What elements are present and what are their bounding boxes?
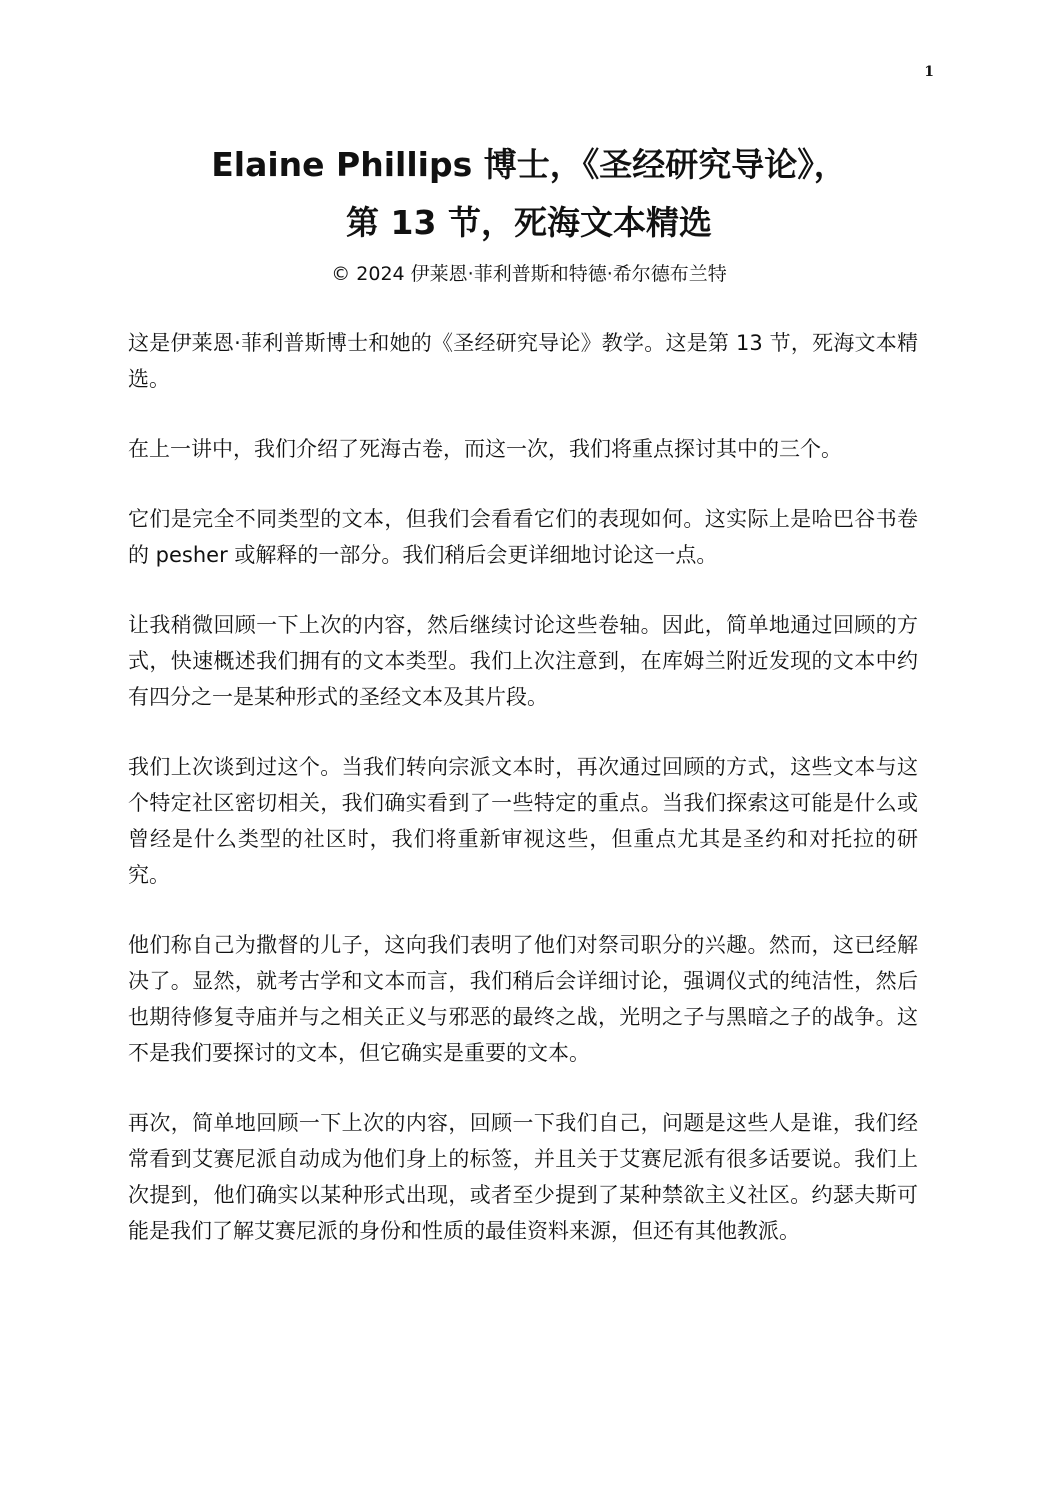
paragraph-6: 他们称自己为撒督的儿子，这向我们表明了他们对祭司职分的兴趣。然而，这已经解决了。显然，就考古学和文本而言，我们稍后会详细讨论，强调仪式的纯洁性，然后也期待修复寺庙并与之相关正义与邪恶的最终之战，光明之子与黑暗之子的战争。这不是我们要探讨的文本，但它确实是重要的文本。 xyxy=(128,933,918,1065)
paragraph-1: 这是伊莱恩·菲利普斯博士和她的《圣经研究导论》教学。这是第 13 节，死海文本精选。 xyxy=(128,331,918,391)
paragraph-4: 让我稍微回顾一下上次的内容，然后继续讨论这些卷轴。因此，简单地通过回顾的方式，快速概述我们拥有的文本类型。我们上次注意到，在库姆兰附近发现的文本中约有四分之一是某种形式的圣经文本及其片段。 xyxy=(128,613,918,709)
paragraph-2: 在上一讲中，我们介绍了死海古卷，而这一次，我们将重点探讨其中的三个。 xyxy=(128,437,842,461)
paragraph-7: 再次，简单地回顾一下上次的内容，回顾一下我们自己，问题是这些人是谁，我们经常看到艾赛尼派自动成为他们身上的标签，并且关于艾赛尼派有很多话要说。我们上次提到，他们确实以某种形式出现，或者至少提到了某种禁欲主义社区。约瑟夫斯可能是我们了解艾赛尼派的身份和性质的最佳资料来源，但还有其他教派。 xyxy=(128,1111,918,1243)
paragraph-3: 它们是完全不同类型的文本，但我们会看看它们的表现如何。这实际上是哈巴谷书卷的 pesher 或解释的一部分。我们稍后会更详细地讨论这一点。 xyxy=(128,507,918,567)
document-body xyxy=(128,325,918,1283)
copyright-notice: © 2024 伊莱恩·菲利普斯和特德·希尔德布兰特 xyxy=(331,263,727,285)
page-number: 1 xyxy=(924,64,934,80)
document-title-line-1: Elaine Phillips 博士，《圣经研究导论》， xyxy=(211,145,847,184)
document-title-line-2: 第 13 节，死海文本精选 xyxy=(346,203,712,242)
paragraph-5: 我们上次谈到过这个。当我们转向宗派文本时，再次通过回顾的方式，这些文本与这个特定社区密切相关，我们确实看到了一些特定的重点。当我们探索这可能是什么或曾经是什么类型的社区时，我们将重新审视这些，但重点尤其是圣约和对托拉的研究。 xyxy=(128,755,918,887)
